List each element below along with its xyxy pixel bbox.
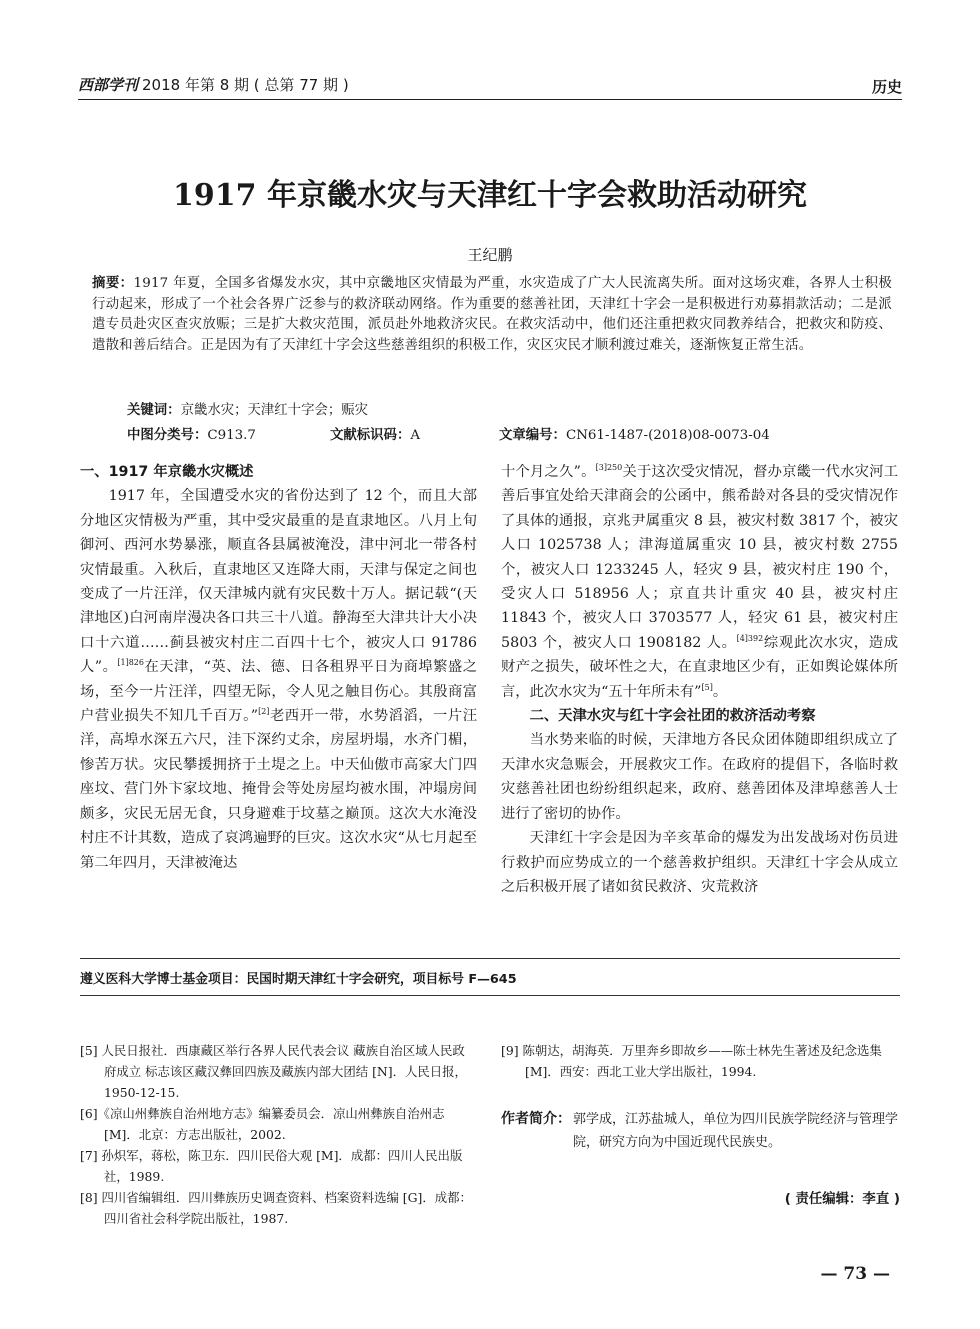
funding-note: 遵义医科大学博士基金项目：民国时期天津红十字会研究，项目标号 F—645	[80, 972, 517, 987]
keywords-label: 关键词：	[127, 403, 181, 418]
section-heading-1: 一、1917 年京畿水灾概述	[80, 464, 254, 480]
article-author: 王纪鹏	[467, 246, 513, 264]
citation: [1]826	[117, 658, 144, 668]
citation: [5]	[701, 682, 713, 692]
references-left	[80, 1040, 475, 1229]
section-label: 历史	[871, 78, 902, 96]
paragraph-text: 。	[712, 683, 728, 700]
doc-code-value: A	[410, 428, 421, 443]
body-column-left	[80, 460, 477, 875]
paragraph-text: 综观此次水灾，造成财产之损失，破坏性之大，在直隶地区少有，正如舆论媒体所言，此次水灾为“五十年所未有”	[501, 634, 898, 700]
citation: [3]250	[595, 463, 623, 473]
bio-text: 郭学成，江苏盐城人，单位为四川民族学院经济与管理学院，研究方向为中国近现代民族史。	[573, 1112, 899, 1150]
doc-code-label: 文献标识码：	[330, 428, 411, 443]
paragraph-text: 关于这次受灾情况，督办京畿一代水灾河工善后事宜处给天津商会的公函中，熊希龄对各县的受灾情况作了具体的通报，京兆尹属重灾 8 县，被灾村数 3817 个，被灾人口 1025738 人；津海道属重灾 10 县，被灾村数 2755 个，被灾人口 1233245 人，轻灾 9 县，被灾村庄 190 个，受灾人口 518956 人；京直共计重灾 40 县，被灾村庄 11843 个，被灾人口 3703577 人，轻灾 61 县，被灾村庄 5803 个，被灾人口 1908182 人。	[501, 464, 899, 651]
body-column-right	[501, 460, 898, 899]
running-header	[78, 74, 349, 95]
reference-item: [7] 孙炽军，蒋松，陈卫东．四川民俗大观 [M]．成都：四川人民出版社，1989.	[80, 1148, 463, 1184]
responsible-editor: ( 责任编辑：李直 )	[784, 1192, 900, 1207]
paragraph-text: 老西开一带，水势滔滔，一片汪洋，高埠水深五六尺，洼下深约丈余，房屋坍塌，水齐门楣，惨苦万状。灾民攀援拥挤于土堤之上。中天仙傲市高家大门四座坟、营门外卞家坟地、掩骨会等处房屋均被水围，冲塌房间颇多，灾民无居无食，只身避难于坟墓之巅顶。这次大水淹没村庄不计其数，造成了哀鸿遍野的巨灾。这次水灾“从七月起至第二年四月，天津被淹达	[80, 708, 477, 871]
document-code	[330, 424, 420, 443]
paragraph-text: 十个月之久”。	[501, 464, 596, 480]
page-number: — 73 —	[820, 1264, 890, 1284]
paragraph: 天津红十字会是因为辛亥革命的爆发为出发战场对伤员进行救护而应势成立的一个慈善救护组织。天津红十字会从成立之后积极开展了诸如贫民救济、灾荒救济	[501, 830, 898, 895]
reference-item: [8] 四川省编辑组．四川彝族历史调查资料、档案资料选编 [G]．成都：四川省社会科学院出版社，1987.	[80, 1190, 472, 1226]
section-heading-2: 二、天津水灾与红十字会社团的救济活动考察	[529, 708, 816, 725]
footnote-divider	[80, 995, 900, 996]
clc-label: 中图分类号：	[127, 428, 208, 443]
keywords	[127, 399, 368, 418]
author-bio	[501, 1108, 901, 1154]
paragraph-text: 1917 年，全国遭受水灾的省份达到了 12 个，而且大部分地区灾情极为严重，其中受灾最重的是直隶地区。八月上旬御河、西河水势暴涨，顺直各县属被淹没，津中河北一带各村灾情最重。入秋后，直隶地区又连降大雨，天津与保定之间也变成了一片汪洋，仅天津城内就有灾民数十万人。据记载“(天津地区)白河南岸漫决各口共三十八道。静海至大津共计大小决口十六道……蓟县被灾村庄二百四十七个，被灾人口 91786 人”。	[80, 488, 477, 676]
clc-number	[127, 424, 256, 443]
bio-label: 作者简介：	[501, 1111, 571, 1127]
article-no-value: CN61-1487-(2018)08-0073-04	[565, 428, 770, 443]
article-no-label: 文章编号：	[499, 428, 566, 443]
citation: [2]	[258, 707, 270, 717]
paragraph	[80, 484, 477, 875]
reference-item: [5] 人民日报社．西康藏区举行各界人民代表会议 藏族自治区域人民政府成立 标志该区藏汉彝回四族及藏族内部大团结 [N]．人民日报，1950-12-15.	[80, 1043, 467, 1100]
references-right	[501, 1040, 896, 1082]
paragraph: 当水势来临的时候，天津地方各民众团体随即组织成立了天津水灾急赈会，开展救灾工作。在政府的提倡下，各临时救灾慈善社团也纷纷组织起来，政府、慈善团体及津埠慈善人士进行了密切的协作。	[501, 732, 898, 822]
header-divider	[78, 99, 902, 100]
issue-info: 2018 年第 8 期 ( 总第 77 期 )	[142, 76, 349, 94]
article-number	[499, 424, 770, 443]
clc-value: C913.7	[207, 428, 256, 443]
keywords-text: 京畿水灾；天津红十字会；赈灾	[180, 403, 369, 418]
footnote-divider	[80, 958, 900, 959]
article-title: 1917 年京畿水灾与天津红十字会救助活动研究	[173, 178, 807, 213]
abstract-label: 摘要：	[92, 276, 134, 291]
paragraph	[501, 460, 898, 704]
journal-brand: 西部学刊	[78, 76, 139, 94]
citation: [4]392	[736, 634, 764, 644]
abstract	[92, 274, 892, 356]
reference-item: [9] 陈朝达，胡海英．万里奔乡即故乡——陈士林先生著述及纪念选集 [M]．西安：西北工业大学出版社，1994.	[501, 1043, 882, 1079]
abstract-text: 1917 年夏，全国多省爆发水灾，其中京畿地区灾情最为严重，水灾造成了广大人民流离失所。面对这场灾难，各界人士积极行动起来，形成了一个社会各界广泛参与的救济联动网络。作为重要的慈善社团，天津红十字会一是积极进行劝募捐款活动；二是派遣专员赴灾区查灾放赈；三是扩大救灾范围，派员赴外地救济灾民。在救灾活动中，他们还注重把救灾同教养结合，把救灾和防疫、遣散和善后结合。正是因为有了天津红十字会这些慈善组织的积极工作，灾区灾民才顺利渡过难关，逐渐恢复正常生活。	[92, 276, 892, 353]
reference-item: [6]《凉山州彝族自治州地方志》编纂委员会．凉山州彝族自治州志 [M]．北京：方志出版社，2002.	[80, 1106, 445, 1142]
paragraph-text: 在天津，“英、法、德、日各租界平日为商埠繁盛之场，至今一片汪洋，四望无际，令人见之触目伤心。其殷商富户营业损失不知几千百万。”	[80, 659, 478, 725]
